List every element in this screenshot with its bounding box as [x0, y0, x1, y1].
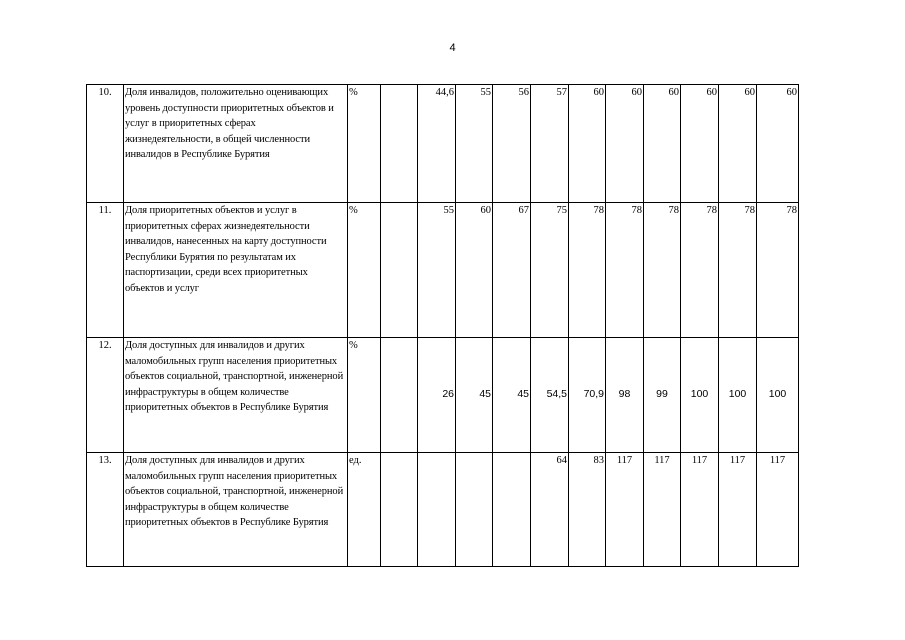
indicator-name: Доля доступных для инвалидов и других маломобильных групп населения приоритетных объектов социальной, транспортной, инженерной инфраструктуры в общем количестве приоритетных объектов в Республике Бурятия [124, 453, 348, 567]
unit-cell: % [348, 203, 381, 338]
value-cell: 70,9 [569, 338, 606, 453]
base-value-cell [381, 453, 418, 567]
value-cell: 117 [681, 453, 719, 567]
value-cell: 117 [757, 453, 799, 567]
value-cell: 56 [493, 85, 531, 203]
value-cell: 45 [493, 338, 531, 453]
value-cell: 64 [531, 453, 569, 567]
value-cell: 98 [606, 338, 644, 453]
value-cell: 44,6 [418, 85, 456, 203]
value-cell [493, 453, 531, 567]
indicator-name: Доля инвалидов, положительно оценивающих уровень доступности приоритетных объектов и услуг в приоритетных сферах жизнедеятельности, в общей численности инвалидов в Республике Бурятия [124, 85, 348, 203]
value-cell: 78 [644, 203, 681, 338]
table-row [87, 85, 799, 203]
value-cell: 83 [569, 453, 606, 567]
value-cell: 55 [456, 85, 493, 203]
value-cell: 54,5 [531, 338, 569, 453]
value-cell: 57 [531, 85, 569, 203]
base-value-cell [381, 338, 418, 453]
table-row [87, 203, 799, 338]
value-cell: 67 [493, 203, 531, 338]
table-row [87, 453, 799, 567]
value-cell [418, 453, 456, 567]
value-cell: 78 [757, 203, 799, 338]
row-number: 13. [87, 453, 124, 567]
value-cell: 78 [719, 203, 757, 338]
indicator-name: Доля доступных для инвалидов и других маломобильных групп населения приоритетных объектов социальной, транспортной, инженерной инфраструктуры в общем количестве приоритетных объектов в Республике Бурятия [124, 338, 348, 453]
table-row [87, 338, 799, 453]
value-cell: 117 [719, 453, 757, 567]
value-cell: 60 [606, 85, 644, 203]
value-cell: 26 [418, 338, 456, 453]
unit-cell: % [348, 85, 381, 203]
value-cell: 75 [531, 203, 569, 338]
value-cell: 45 [456, 338, 493, 453]
indicator-name: Доля приоритетных объектов и услуг в приоритетных сферах жизнедеятельности инвалидов, нанесенных на карту доступности Республики Бурятия по результатам их паспортизации, среди всех приоритетных объектов и услуг [124, 203, 348, 338]
indicators-table [86, 84, 799, 567]
value-cell: 78 [681, 203, 719, 338]
value-cell: 100 [757, 338, 799, 453]
base-value-cell [381, 85, 418, 203]
row-number: 12. [87, 338, 124, 453]
value-cell: 78 [569, 203, 606, 338]
value-cell: 117 [606, 453, 644, 567]
value-cell: 60 [719, 85, 757, 203]
row-number: 10. [87, 85, 124, 203]
value-cell: 60 [456, 203, 493, 338]
value-cell: 55 [418, 203, 456, 338]
value-cell: 117 [644, 453, 681, 567]
base-value-cell [381, 203, 418, 338]
value-cell: 78 [606, 203, 644, 338]
unit-cell: ед. [348, 453, 381, 567]
page-number: 4 [449, 42, 456, 54]
value-cell: 60 [569, 85, 606, 203]
value-cell: 100 [681, 338, 719, 453]
value-cell: 60 [644, 85, 681, 203]
row-number: 11. [87, 203, 124, 338]
value-cell: 100 [719, 338, 757, 453]
value-cell [456, 453, 493, 567]
value-cell: 60 [681, 85, 719, 203]
value-cell: 60 [757, 85, 799, 203]
value-cell: 99 [644, 338, 681, 453]
unit-cell: % [348, 338, 381, 453]
